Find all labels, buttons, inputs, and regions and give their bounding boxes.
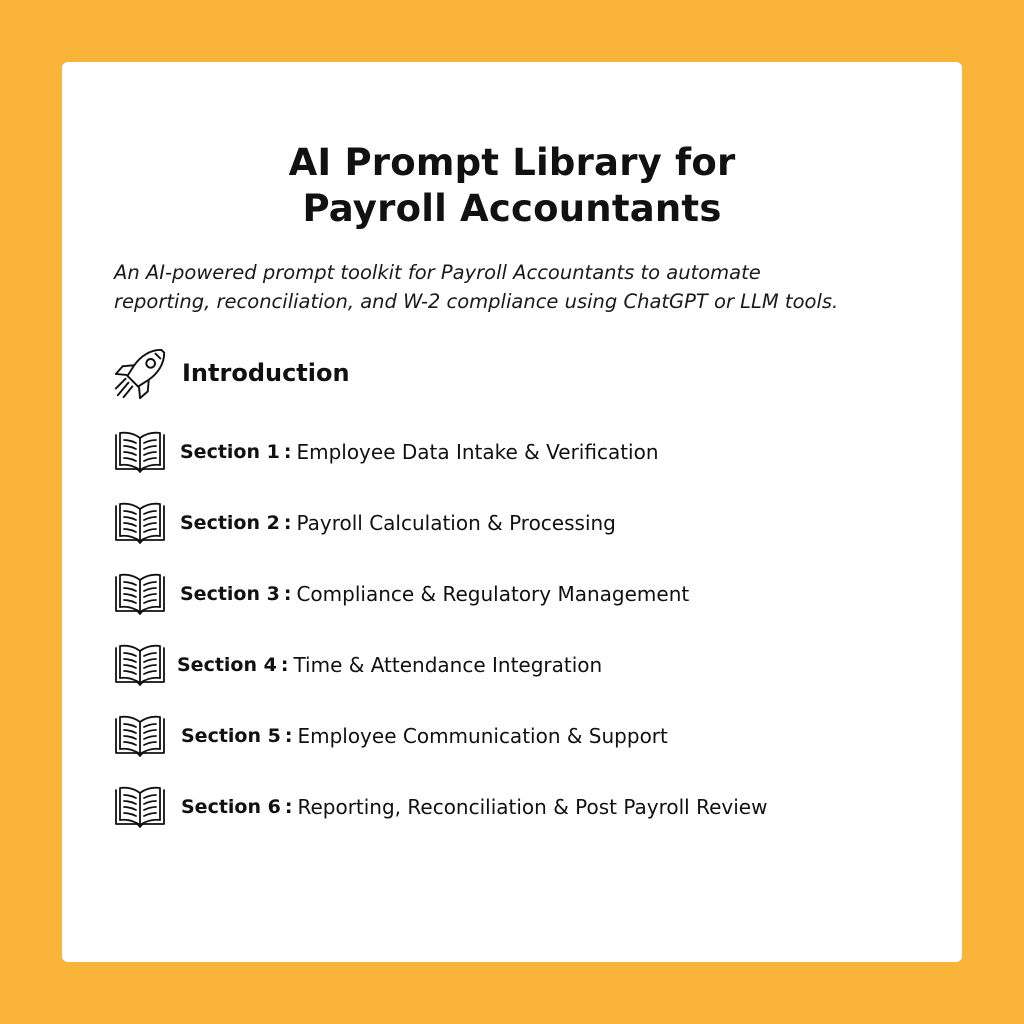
- open-book-icon: [114, 502, 166, 544]
- section-number: Section 3: [180, 583, 280, 605]
- open-book-icon: [114, 715, 166, 757]
- content-card: [62, 62, 962, 962]
- subtitle-line-1: An AI-powered prompt toolkit for Payroll Accountants to automate: [114, 261, 761, 284]
- section-item-2[interactable]: [114, 502, 616, 544]
- rocket-icon: [112, 344, 170, 402]
- page-title: [62, 140, 962, 232]
- section-number: Section 5: [181, 725, 281, 747]
- section-separator: :: [283, 512, 292, 534]
- section-name: Employee Data Intake & Verification: [296, 440, 659, 464]
- introduction-label: Introduction: [182, 359, 350, 387]
- open-book-icon: [114, 644, 166, 686]
- section-separator: :: [284, 725, 293, 747]
- section-name: Compliance & Regulatory Management: [296, 582, 690, 606]
- section-separator: :: [284, 796, 293, 818]
- section-separator: :: [283, 441, 292, 463]
- subtitle-line-2: reporting, reconciliation, and W-2 compliance using ChatGPT or LLM tools.: [114, 290, 839, 313]
- introduction-item[interactable]: [112, 344, 350, 402]
- section-number: Section 4: [177, 654, 277, 676]
- section-name: Employee Communication & Support: [297, 724, 668, 748]
- section-number: Section 1: [180, 441, 280, 463]
- section-number: Section 2: [180, 512, 280, 534]
- section-name: Time & Attendance Integration: [293, 653, 603, 677]
- section-separator: :: [280, 654, 289, 676]
- open-book-icon: [114, 786, 166, 828]
- subtitle: [114, 258, 934, 316]
- title-line-2: Payroll Accountants: [302, 187, 722, 230]
- section-name: Payroll Calculation & Processing: [296, 511, 616, 535]
- section-item-1[interactable]: [114, 431, 659, 473]
- title-line-1: AI Prompt Library for: [288, 141, 736, 184]
- section-item-5[interactable]: [114, 715, 668, 757]
- open-book-icon: [114, 573, 166, 615]
- section-item-6[interactable]: [114, 786, 767, 828]
- section-item-3[interactable]: [114, 573, 689, 615]
- section-number: Section 6: [181, 796, 281, 818]
- open-book-icon: [114, 431, 166, 473]
- section-separator: :: [283, 583, 292, 605]
- section-name: Reporting, Reconciliation & Post Payroll Review: [297, 795, 768, 819]
- section-item-4[interactable]: [114, 644, 602, 686]
